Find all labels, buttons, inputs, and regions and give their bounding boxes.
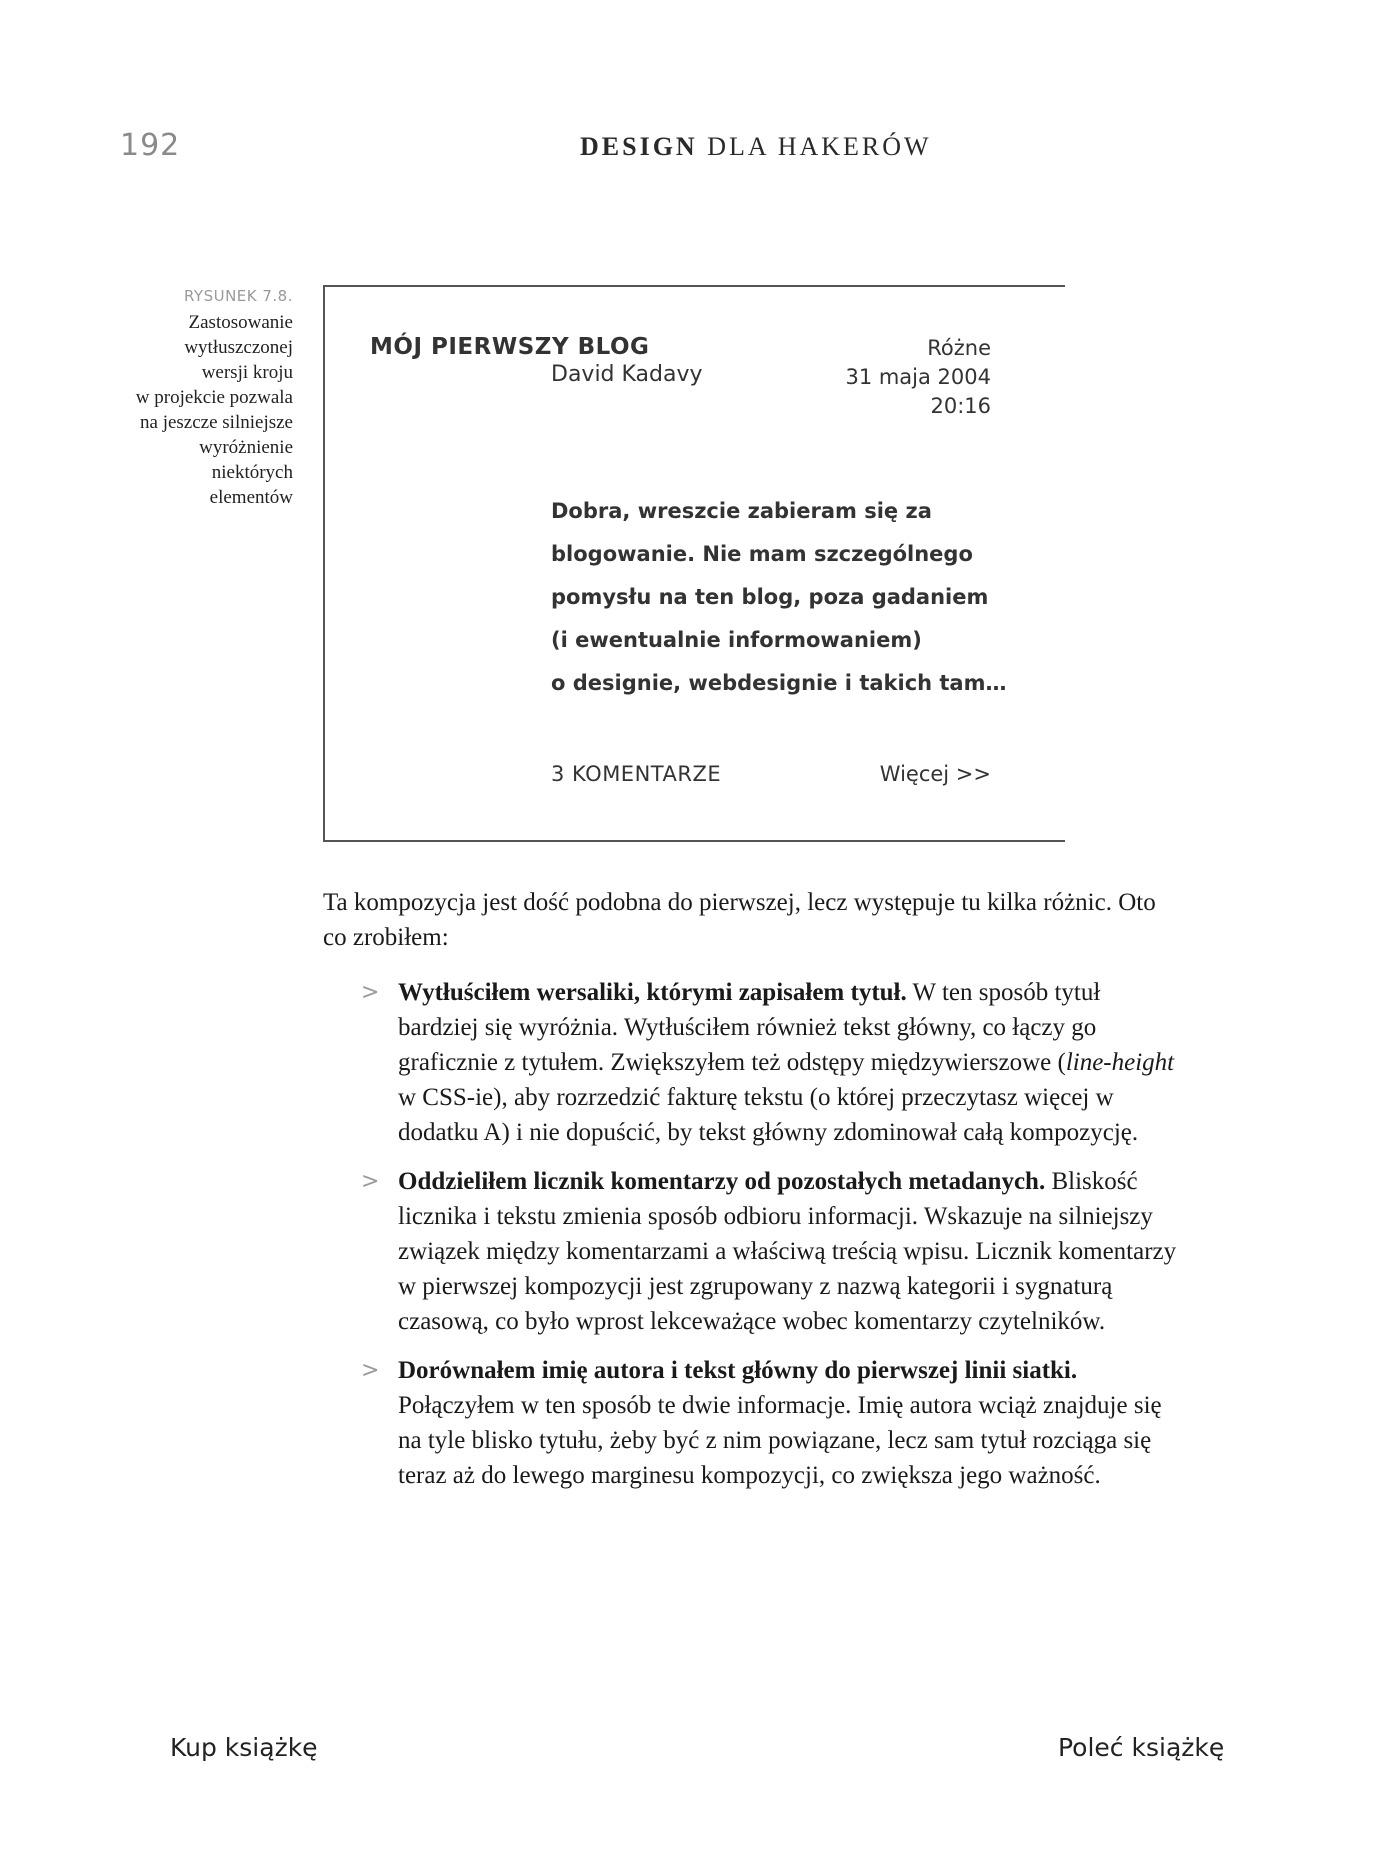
caption-line: w projekcie pozwala [135, 387, 293, 408]
bullet-text: Bliskość licznika i tekstu zmienia sposób odbioru informacji. Wskazuje na silniejszy związek między komentarzami a właściwą treścią wpisu. Licznik komentarzy w pierwszej kompozycji jest zgrupowany z nazwą kategorii i sygnaturą czasową, co było wprost lekceważące wobec komentarzy czytelników. [398, 1168, 1177, 1335]
bullet-italic: line-height [1065, 1049, 1175, 1076]
caption-line: na jeszcze silniejsze [140, 412, 293, 433]
bullet-item [323, 1164, 1183, 1339]
bullet-lead: Oddzieliłem licznik komentarzy od pozostałych metadanych. [398, 1168, 1046, 1195]
running-header [580, 132, 932, 162]
caption-label: RYSUNEK 7.8. [183, 287, 293, 305]
caption-line: wyróżnienie [199, 437, 293, 458]
caption-line: elementów [209, 487, 293, 508]
blog-meta [845, 334, 991, 421]
bullet-item [323, 975, 1183, 1150]
buy-book-link[interactable]: Kup książkę [170, 1733, 318, 1762]
blog-body-line: blogowanie. Nie mam szczególnego [551, 542, 973, 566]
figure-caption [100, 284, 293, 510]
blog-body-line: o designie, webdesignie i takich tam… [551, 671, 1007, 695]
running-header-rest: DLA HAKERÓW [697, 132, 932, 161]
caption-line: wersji kroju [201, 362, 293, 383]
blog-category: Różne [927, 336, 991, 360]
blog-more-link: Więcej >> [879, 762, 991, 786]
blog-figure [323, 285, 1065, 842]
bullet-text: W ten sposób tytuł bardziej się wyróżnia. Wytłuściłem również tekst główny, co łączy go graficznie z tytułem. Zwiększyłem też odstępy międzywierszowe ( [398, 979, 1101, 1076]
bullet-lead: Wytłuściłem wersaliki, którymi zapisałem tytuł. [398, 979, 907, 1006]
blog-date: 31 maja 2004 [845, 365, 991, 389]
blog-time: 20:16 [930, 394, 991, 418]
bullet-marker-icon: > [361, 1358, 380, 1383]
bullet-text: Połączyłem w ten sposób te dwie informacje. Imię autora wciąż znajduje się na tyle blisko tytułu, żeby być z nim powiązane, lecz sam tytuł rozciąga się teraz aż do lewego marginesu kompozycji, co zwiększa jego ważność. [398, 1392, 1162, 1489]
running-header-bold: DESIGN [580, 132, 698, 161]
page-number: 192 [120, 128, 181, 163]
caption-line: niektórych [211, 462, 293, 483]
bullet-lead: Dorównałem imię autora i tekst główny do pierwszej linii siatki. [398, 1357, 1078, 1384]
bullet-marker-icon: > [361, 980, 380, 1005]
bullet-marker-icon: > [361, 1169, 380, 1194]
caption-line: wytłuszczonej [184, 337, 293, 358]
blog-body [551, 499, 1021, 695]
blog-comments-count: 3 KOMENTARZE [551, 762, 722, 786]
blog-title: MÓJ PIERWSZY BLOG [370, 334, 650, 360]
caption-line: Zastosowanie [188, 312, 293, 333]
intro-paragraph: Ta kompozycja jest dość podobna do pierwszej, lecz występuje tu kilka różnic. Oto co zrobiłem: [323, 889, 1156, 951]
recommend-book-link[interactable]: Poleć książkę [1058, 1733, 1225, 1762]
bullet-item [323, 1353, 1183, 1493]
main-text [323, 885, 1183, 1507]
blog-body-line: pomysłu na ten blog, poza gadaniem [551, 585, 989, 609]
bullet-list [323, 975, 1183, 1493]
bullet-text: w CSS-ie), aby rozrzedzić fakturę tekstu (o której przeczytasz więcej w dodatku A) i nie dopuścić, by tekst główny zdominował całą kompozycję. [398, 1084, 1139, 1146]
blog-author: David Kadavy [551, 362, 703, 387]
blog-body-line: (i ewentualnie informowaniem) [551, 628, 922, 652]
blog-body-line: Dobra, wreszcie zabieram się za [551, 499, 932, 523]
